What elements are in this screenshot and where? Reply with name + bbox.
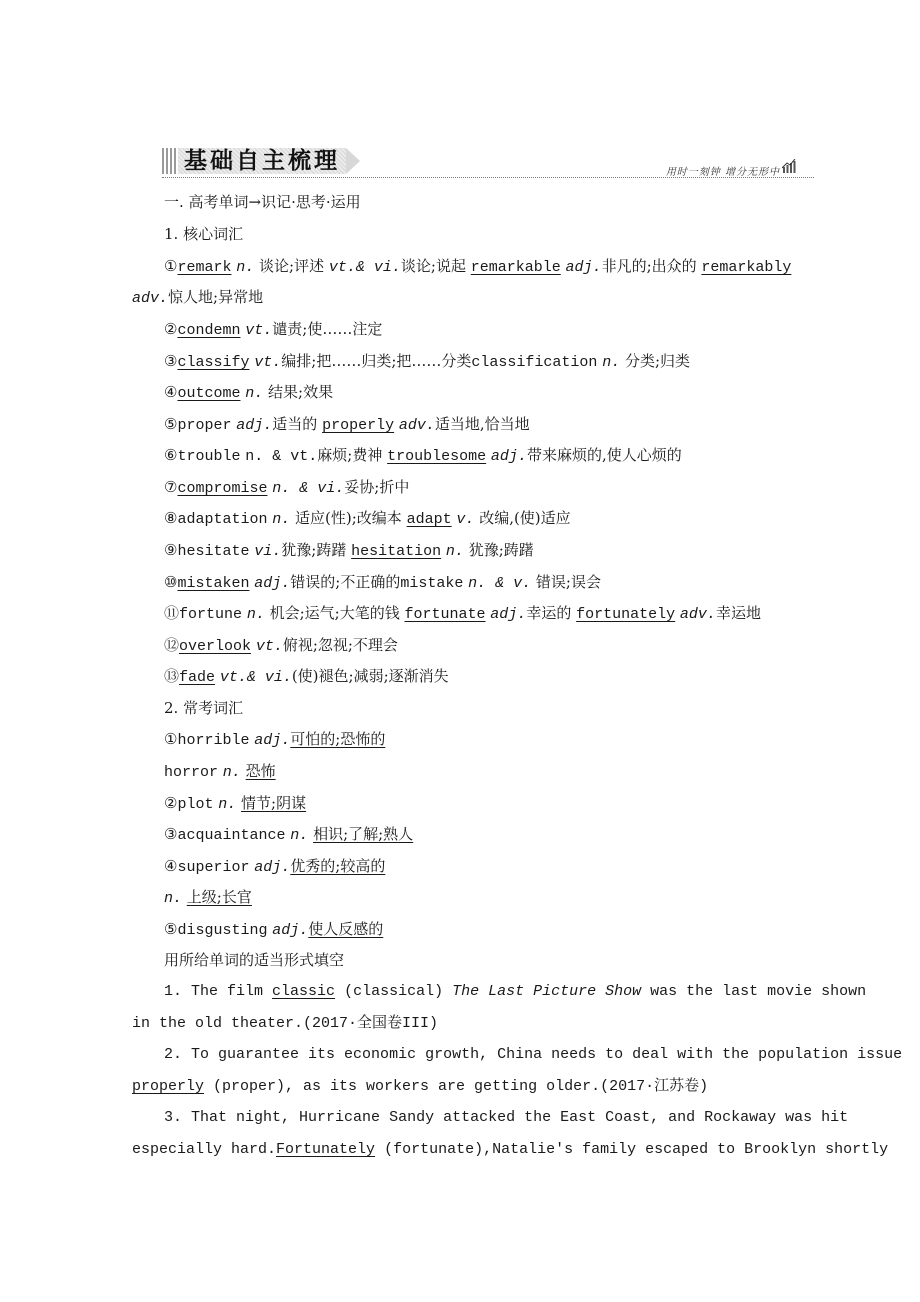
vocab-item-hesitate: ⑨hesitate vi.犹豫;踌躇 hesitation n. 犹豫;踌躇 — [164, 541, 534, 560]
banner-slogan: 用时一刻钟 增分无形中 — [665, 167, 780, 178]
vocab-item-overlook: ⑫overlook vt.俯视;忽视;不理会 — [164, 636, 398, 655]
banner-stripes-decoration — [162, 148, 176, 174]
vocab-item-proper: ⑤proper adj.适当的 properly adv.适当地,恰当地 — [164, 415, 530, 434]
vocab-item-mistaken: ⑩mistaken adj.错误的;不正确的mistake n. & v. 错误;误会 — [164, 573, 601, 592]
bar-chart-growth-icon — [782, 159, 796, 173]
vocab-item-condemn: ②condemn vt.谴责;使……注定 — [164, 320, 383, 339]
exercise-item-1: 1. The film classic (classical) The Last Picture Show was the last movie shown — [164, 983, 867, 1000]
common-item-plot: ②plot n. 情节;阴谋 — [164, 794, 307, 813]
common-item-horror: horror n. 恐怖 — [164, 762, 276, 781]
vocab-item-remark: ①remark n. 谈论;评述 vt.& vi.谈论;说起 remarkable adj.非凡的;出众的 remarkably — [164, 257, 792, 276]
answer-blank: 优秀的;较高的 — [290, 857, 386, 875]
answer-blank: 使人反感的 — [308, 920, 384, 938]
common-item-superior: ④superior adj.优秀的;较高的 — [164, 857, 386, 876]
common-item-acquaintance: ③acquaintance n. 相识;了解;熟人 — [164, 825, 414, 844]
banner-title: 基础自主梳理 — [184, 147, 340, 174]
exercise-item-2: 2. To guarantee its economic growth, China needs to deal with the population issue — [164, 1046, 903, 1063]
core-vocab-heading: 1. 核心词汇 — [164, 225, 244, 243]
vocab-item-fortune: ⑪fortune n. 机会;运气;大笔的钱 fortunate adj.幸运的 fortunately adv.幸运地 — [164, 604, 761, 623]
vocab-item-outcome: ④outcome n. 结果;效果 — [164, 383, 334, 402]
common-item-superior-noun: n. 上级;长官 — [164, 888, 252, 907]
answer-blank: 可怕的;恐怖的 — [290, 730, 386, 748]
exercise-item-3-cont: especially hard.Fortunately (fortunate),Natalie's family escaped to Brooklyn shortly — [132, 1141, 889, 1158]
banner-arrow-icon — [346, 148, 360, 174]
answer-blank: 上级;长官 — [186, 888, 252, 906]
vocab-item-classify: ③classify vt.编排;把……归类;把……分类classification n. 分类;归类 — [164, 352, 691, 371]
section-banner — [162, 145, 814, 179]
vocab-word: remark — [177, 259, 232, 276]
section-heading: 一. 高考单词→识记·思考·运用 — [164, 193, 361, 211]
banner-divider — [162, 177, 814, 178]
exercise-item-1-cont: in the old theater.(2017·全国卷III) — [132, 1015, 439, 1032]
common-item-horrible: ①horrible adj.可怕的;恐怖的 — [164, 730, 386, 749]
common-vocab-heading: 2. 常考词汇 — [164, 699, 244, 717]
answer-blank: properly — [132, 1078, 205, 1095]
vocab-item-adaptation: ⑧adaptation n. 适应(性);改编本 adapt v. 改编,(使)适应 — [164, 509, 571, 528]
exercise-item-2-cont: properly (proper), as its workers are getting older.(2017·江苏卷) — [132, 1078, 709, 1095]
answer-blank: Fortunately — [276, 1141, 376, 1158]
vocab-item-fade: ⑬fade vt.& vi.(使)褪色;减弱;逐渐消失 — [164, 667, 449, 686]
exercise-item-3: 3. That night, Hurricane Sandy attacked the East Coast, and Rockaway was hit — [164, 1109, 849, 1126]
vocab-item-trouble: ⑥trouble n. & vt.麻烦;费神 troublesome adj.带来麻烦的,使人心烦的 — [164, 446, 682, 465]
exercise-instruction: 用所给单词的适当形式填空 — [164, 951, 345, 969]
answer-blank: 相识;了解;熟人 — [313, 825, 414, 843]
answer-blank: classic — [272, 983, 336, 1000]
answer-blank: 情节;阴谋 — [241, 794, 307, 812]
vocab-item-compromise: ⑦compromise n. & vi.妥协;折中 — [164, 478, 410, 497]
vocab-item-remark-cont: adv.惊人地;异常地 — [132, 288, 264, 307]
answer-blank: 恐怖 — [245, 762, 276, 780]
common-item-disgusting: ⑤disgusting adj.使人反感的 — [164, 920, 384, 939]
